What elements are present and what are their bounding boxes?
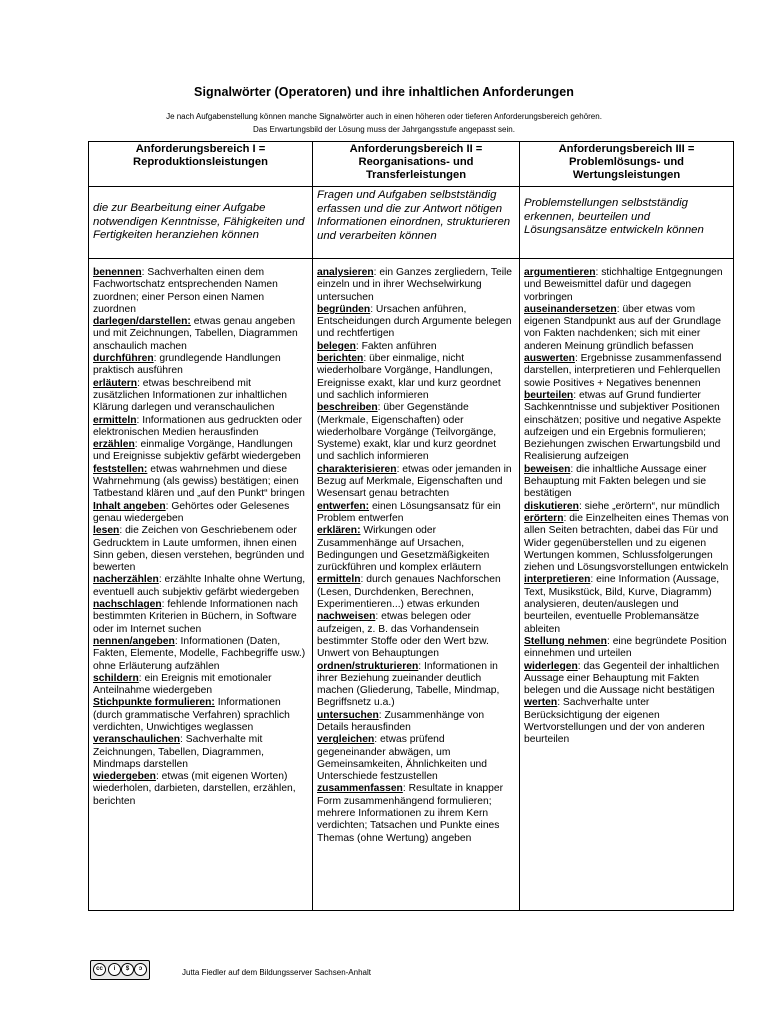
operator-term: zusammenfassen [317, 783, 403, 795]
operator-entry [93, 771, 308, 808]
header-cell-1: Anforderungsbereich I = Reproduktionsleistungen [89, 142, 313, 187]
operator-term: Inhalt angeben [93, 500, 166, 512]
operator-term: nachschlagen [93, 599, 162, 611]
operator-term: beweisen [524, 463, 571, 475]
intro-line-1: Je nach Aufgabenstellung können manche Signalwörter auch in einen höheren oder tieferen Anforderungsbereich gehören. [166, 112, 602, 121]
operator-entry [93, 599, 308, 636]
operator-term: ermitteln [317, 574, 361, 586]
operator-definition: Informationen (durch grammatische Verfahren) sprachlich verdichten, Unwichtiges weglassen [93, 697, 290, 733]
operator-entry [317, 501, 515, 526]
operator-definition: : die Einzelheiten eines Themas von allen Seiten betrachten, dabei das Für und Wider gegenüberstellen und zu eigenen Wertungen kommen, Schlussfolgerungen ziehen und Lösungsvorstellungen entwickeln [524, 512, 729, 574]
operator-entry [93, 574, 308, 599]
operators-cell-2 [313, 259, 520, 911]
operator-definition: : Fakten anführen [355, 340, 437, 352]
operator-term: erläutern [93, 377, 138, 389]
operator-entry [317, 464, 515, 501]
operator-definition: : über etwas vom eigenen Standpunkt aus auf der Grundlage von Fakten nachdenken; sich mit einer anderen Meinung gründlich befassen [524, 303, 721, 352]
operator-entry [93, 501, 308, 526]
operator-entry [93, 267, 308, 316]
operator-definition: : Sachverhalten einen dem Fachwortschatz entsprechenden Namen zuordnen; einer Person einen Namen zuordnen [93, 267, 278, 315]
operator-definition: einen Lösungsansatz für ein Problem entwerfen [317, 500, 501, 524]
operator-term: darlegen/darstellen: [93, 316, 191, 328]
operator-definition: : eine Information (Aussage, Text, Musikstück, Bild, Kurve, Diagramm) analysieren, deuten/auslegen und beurteilen, eventuelle Problemansätze ableiten [524, 574, 720, 635]
operator-entry [93, 636, 308, 673]
description-cell-1: die zur Bearbeitung einer Aufgabe notwendigen Kenntnisse, Fähigkeiten und Fertigkeiten heranziehen können [89, 187, 313, 259]
operator-definition: : ein Ereignis mit emotionaler Anteilnahme wiedergeben [93, 672, 272, 697]
operator-term: beschreiben [317, 402, 378, 414]
operator-term: nacherzählen [93, 574, 159, 586]
operator-term: analysieren [317, 267, 374, 278]
operator-definition: : Informationen in ihrer Beziehung zueinander deutlich machen (Gliederung, Tabelle, Mindmap, Begriffsnetz u.a.) [317, 660, 500, 709]
operator-term: wiedergeben [93, 771, 156, 783]
operator-term: argumentieren [524, 267, 596, 278]
operator-term: charakterisieren [317, 463, 397, 475]
operator-entry [524, 304, 729, 353]
operator-entry [524, 513, 729, 574]
operator-entry [93, 353, 308, 378]
operator-entry [524, 661, 729, 698]
header-cell-2: Anforderungsbereich II = Reorganisations- und Transferleistungen [313, 142, 520, 187]
operator-term: erörtern [524, 512, 564, 524]
operator-entry [317, 353, 515, 402]
operator-entry [317, 734, 515, 783]
operator-definition: : stichhaltige Entgegnungen und Beweismittel dafür und dagegen vorbringen [524, 267, 723, 303]
operator-entry [317, 304, 515, 341]
operator-definition: : die inhaltliche Aussage einer Behauptung mit Fakten belegen und sie bestätigen [524, 463, 707, 500]
description-cell-2: Fragen und Aufgaben selbstständig erfassen und die zur Antwort nötigen Informationen einordnen, strukturieren und verarbeiten können [313, 187, 520, 259]
operator-definition: : Informationen (Daten, Fakten, Elemente, Modelle, Fachbegriffe usw.) ohne Erläuterung aufzählen [93, 635, 306, 672]
operator-entry [524, 636, 729, 661]
operator-entry [93, 525, 308, 574]
operator-entry [93, 673, 308, 698]
operator-term: untersuchen [317, 709, 379, 721]
operator-term: widerlegen [524, 660, 578, 672]
operator-definition: : etwas beschreibend mit zusätzlichen Informationen zur inhaltlichen Klärung darlegen und veranschaulichen [93, 377, 288, 414]
operator-definition: : Sachverhalte mit Zeichnungen, Tabellen, Diagrammen, Mindmaps darstellen [93, 734, 264, 770]
operator-definition: : fehlende Informationen nach bestimmten Kriterien in Büchern, in Software oder im Internet suchen [93, 599, 298, 635]
operator-definition: : Gehörtes oder Gelesenes genau wiedergeben [93, 500, 290, 524]
operator-entry [524, 353, 729, 390]
description-row [89, 187, 734, 259]
operator-definition: : etwas auf Grund fundierter Sachkenntnisse und subjektiver Positionen einschätzen; positive und negative Aspekte aufzeigen und ein Ergebnis formulieren; Beziehungen zwischen Erwartungsbild und Realisierung aufzeigen [524, 389, 721, 463]
operator-entry [317, 661, 515, 710]
operators-row [89, 259, 734, 911]
operator-definition: : Ergebnisse zusammenfassend darstellen, interpretieren und Fehlerquellen sowie Positives + Negatives benennen [524, 353, 722, 389]
operator-term: erklären: [317, 525, 361, 537]
operators-cell-1 [89, 259, 313, 911]
operator-definition: : durch genaues Nachforschen (Lesen, Durchdenken, Berechnen, Experimentieren...) etwas erkunden [317, 574, 501, 611]
operator-definition: : die Zeichen von Geschriebenem oder Gedrucktem in Laute umformen, ihnen einen Sinn geben, diesen verstehen, begründen und bewerten [93, 525, 305, 574]
operator-definition: : über Gegenstände (Merkmale, Eigenschaften) oder wiederholbare Vorgänge (Teilvorgänge, Systeme) exakt, klar und kurz geordnet und sachlich informieren [317, 402, 497, 463]
operator-definition: : das Gegenteil der inhaltlichen Aussage einer Behauptung mit Fakten belegen und die Aussage nicht bestätigen [524, 660, 720, 697]
operator-term: auseinandersetzen [524, 303, 617, 315]
operator-definition: : erzählte Inhalte ohne Wertung, eventuell auch subjektiv gefärbt wiedergeben [93, 574, 306, 598]
operator-term: nachweisen [317, 611, 376, 623]
operator-entry [524, 267, 729, 304]
operator-entry [317, 710, 515, 735]
operator-definition: : grundlegende Handlungen praktisch ausführen [93, 353, 281, 377]
operator-entry [317, 574, 515, 611]
operator-entry [93, 464, 308, 501]
intro-line-2: Das Erwartungsbild der Lösung muss der Jahrgangsstufe angepasst sein. [253, 125, 515, 134]
operators-cell-3 [520, 259, 734, 911]
operator-term: schildern [93, 672, 139, 684]
operator-entry [93, 378, 308, 415]
operator-term: Stichpunkte formulieren: [93, 697, 215, 709]
operator-term: feststellen: [93, 463, 148, 475]
sa-icon: ↄ [134, 963, 147, 976]
by-icon: i [108, 963, 121, 976]
operator-definition: : etwas prüfend gegeneinander abwägen, um Gemeinsamkeiten, Ähnlichkeiten und Unterschiede festzustellen [317, 734, 487, 783]
operator-entry [93, 415, 308, 440]
operator-term: erzählen [93, 439, 135, 451]
operator-entry [317, 341, 515, 353]
operator-definition: : ein Ganzes zergliedern, Teile einzeln und in ihrer Wechselwirkung untersuchen [317, 267, 512, 303]
operator-definition: : Resultate in knapper Form zusammenhängend formulieren; mehrere Informationen zu ihrem Kern verdichten; Tatsachen und Punkte eines Themas (ohne Wertung) angeben [317, 783, 504, 844]
nc-icon: $ [121, 963, 134, 976]
operator-term: lesen [93, 525, 120, 537]
operator-term: auswerten [524, 353, 575, 365]
operator-term: beurteilen [524, 389, 574, 401]
operator-definition: : siehe „erörtern“, nur mündlich [578, 500, 720, 512]
operator-term: ordnen/strukturieren [317, 660, 419, 672]
operator-entry [93, 734, 308, 771]
operator-definition: : über einmalige, nicht wiederholbare Vorgänge, Handlungen, Ereignisse exakt, klar und kurz geordnet und sachlich informieren [317, 353, 501, 401]
operator-entry [317, 267, 515, 304]
operator-definition: Wirkungen oder Zusammenhänge auf Ursachen, Bedingungen und Gesetzmäßigkeiten zurückführen und komplex erläutern [317, 525, 490, 574]
operator-term: belegen [317, 340, 356, 352]
operator-entry [93, 697, 308, 734]
operator-definition: : Ursachen anführen, Entscheidungen durch Argumente belegen und rechtfertigen [317, 303, 512, 340]
operator-term: vergleichen [317, 734, 375, 746]
operator-entry [317, 783, 515, 844]
operator-entry [524, 574, 729, 635]
operator-definition: : etwas (mit eigenen Worten) wiederholen, darbieten, darstellen, erzählen, berichten [93, 771, 296, 807]
operator-term: begründen [317, 303, 371, 315]
footer [90, 960, 730, 980]
operator-term: diskutieren [524, 500, 579, 512]
cc-by-nc-sa-icon [90, 960, 150, 980]
operator-term: ermitteln [93, 414, 137, 426]
operator-definition: etwas genau angeben und mit Zeichnungen, Tabellen, Diagrammen anschaulich machen [93, 316, 298, 352]
operators-table [88, 141, 734, 911]
operator-term: interpretieren [524, 574, 591, 586]
header-row [89, 142, 734, 187]
operator-entry [317, 611, 515, 660]
operator-definition: etwas wahrnehmen und diese Wahrnehmung (als gewiss) bestätigen; einen Tatbestand klären und „auf den Punkt“ bringen [93, 463, 305, 500]
operator-term: veranschaulichen [93, 734, 180, 746]
operator-entry [93, 316, 308, 353]
operator-definition: : Zusammenhänge von Details herausfinden [317, 709, 485, 733]
operator-definition: : Sachverhalte unter Berücksichtigung der eigenen Wertvorstellungen und der von anderen beurteilen [524, 697, 705, 746]
header-cell-3: Anforderungsbereich III = Problemlösungs- und Wertungsleistungen [520, 142, 734, 187]
operator-term: benennen [93, 267, 142, 278]
operator-term: berichten [317, 353, 364, 365]
operator-term: Stellung nehmen [524, 635, 607, 647]
operator-entry [524, 464, 729, 501]
operator-definition: : etwas belegen oder aufzeigen, z. B. das Vorhandensein bestimmter Stoffe oder den Wert bzw. Unwert von Behauptungen [317, 611, 489, 660]
operator-definition: : einmalige Vorgänge, Handlungen und Ereignisse subjektiv gefärbt wiedergeben [93, 439, 301, 463]
operator-entry [524, 390, 729, 464]
operator-entry [317, 402, 515, 463]
description-cell-3: Problemstellungen selbstständig erkennen, beurteilen und Lösungsansätze entwickeln können [520, 187, 734, 259]
operator-entry [524, 501, 729, 513]
operator-term: nennen/angeben [93, 635, 175, 647]
operator-term: durchführen [93, 353, 154, 365]
operator-definition: : eine begründete Position einnehmen und urteilen [524, 635, 727, 660]
operator-term: werten [524, 697, 558, 709]
operator-term: entwerfen: [317, 500, 370, 512]
operator-definition: : etwas oder jemanden in Bezug auf Merkmale, Eigenschaften und Wesensart genau betrachten [317, 463, 512, 500]
footer-credit: Jutta Fiedler auf dem Bildungsserver Sachsen-Anhalt [182, 968, 371, 977]
operator-entry [524, 697, 729, 746]
cc-icon: cc [93, 963, 106, 976]
operator-entry [93, 439, 308, 464]
page-title: Signalwörter (Operatoren) und ihre inhaltlichen Anforderungen [194, 85, 574, 99]
operator-entry [317, 525, 515, 574]
operator-definition: : Informationen aus gedruckten oder elektronischen Medien herausfinden [93, 414, 302, 438]
